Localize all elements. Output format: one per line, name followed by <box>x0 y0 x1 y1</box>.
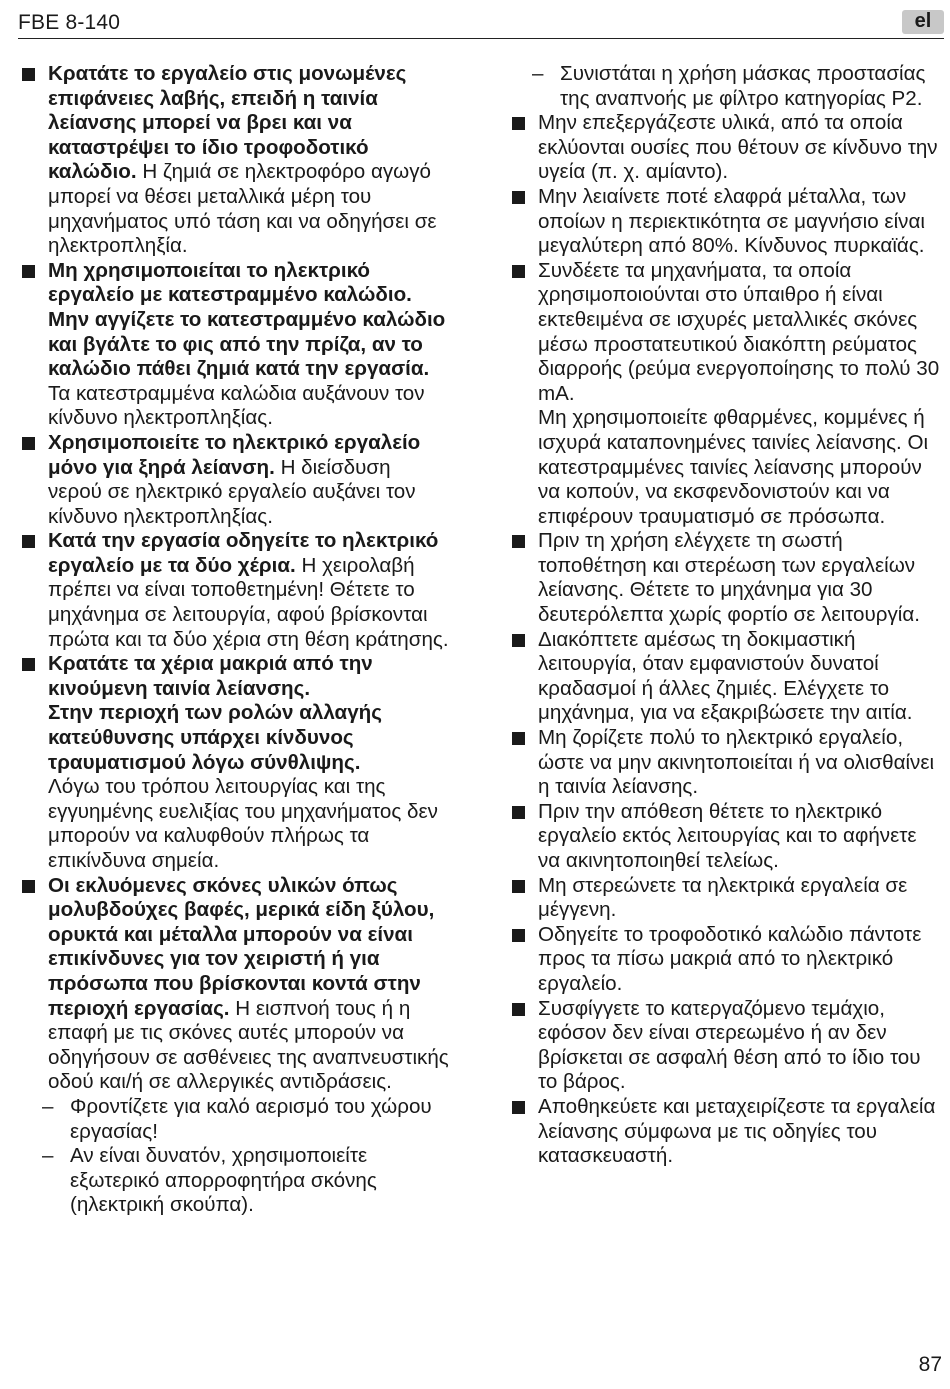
item-text: Μη στερεώνετε τα ηλεκτρικά εργαλεία σε μέγγενη. <box>538 873 908 922</box>
bullet-square-icon <box>22 437 35 450</box>
warning-text: Η εισπνοή τους ή η επαφή με τις σκόνες αυτές μπορούν να οδηγήσουν σε ασθένειες της αναπνευστικής οδού και/ή σε αλλεργικές αντιδράσεις. <box>48 996 449 1094</box>
right-column <box>508 62 944 1169</box>
item-text: Οδηγείτε το τροφοδοτικό καλώδιο πάντοτε προς τα πίσω μακριά από το ηλεκτρικό εργαλείο. <box>538 922 922 995</box>
warning-bold: Χρησιμοποιείτε το ηλεκτρικό εργαλείο μόνο για ξηρά λείανση. <box>48 430 421 479</box>
list-item <box>18 259 450 431</box>
item-text: Πριν την απόθεση θέτετε το ηλεκτρικό εργαλείο εκτός λειτουργίας και το αφήνετε να ακινητοποιηθεί τελείως. <box>538 799 917 872</box>
item-text: Συνδέετε τα μηχανήματα, τα οποία χρησιμοποιούνται στο ύπαιθρο ή είναι εκτεθειμένα σε ισχυρές μεταλλικές σκόνες μέσω προστατευτικού διακόπτη ρεύματος διαρροής (ρεύμα ενεργοποίησης το πολύ 30 mA. <box>538 258 940 405</box>
list-item <box>508 997 944 1095</box>
warning-bold-second: Στην περιοχή των ρολών αλλαγής κατεύθυνσης υπάρχει κίνδυνος τραυματισμού λόγω σύνθλιψης. <box>48 701 382 774</box>
bullet-square-icon <box>22 880 35 893</box>
item-text: Μην λειαίνετε ποτέ ελαφρά μέταλλα, των οποίων η περιεκτικότητα σε μαγνήσιο είναι μεγαλύτερη από 80%. Κίνδυνος πυρκαϊάς. <box>538 184 925 258</box>
bullet-square-icon <box>22 68 35 81</box>
item-text: Διακόπτετε αμέσως τη δοκιμαστική λειτουργία, όταν εμφανιστούν δυνατοί κραδασμοί ή άλλες ζημιές. Ελέγχετε το μηχάνημα, για να εξακριβώσετε την αιτία. <box>538 627 913 725</box>
bullet-square-icon <box>512 535 525 548</box>
bullet-square-icon <box>512 1101 525 1114</box>
item-text: Συσφίγγετε το κατεργαζόμενο τεμάχιο, εφόσον δεν είναι στερεωμένο ή αν δεν βρίσκεται σε ασφαλή θέση από το ίδιο του το βάρος. <box>538 996 921 1094</box>
bullet-square-icon <box>512 191 525 204</box>
sub-item-text: Συνιστάται η χρήση μάσκας προστασίας της αναπνοής με φίλτρο κατηγορίας P2. <box>560 62 926 110</box>
list-item <box>18 431 450 529</box>
bullet-square-icon <box>22 658 35 671</box>
sub-list-item <box>18 1144 450 1218</box>
item-text: Αποθηκεύετε και μεταχειρίζεστε τα εργαλεία λείανσης σύμφωνα με τις οδηγίες του κατασκευαστή. <box>538 1094 936 1168</box>
left-column <box>18 62 450 1218</box>
list-item <box>508 185 944 259</box>
warning-bold: Μη χρησιμοποιείται το ηλεκτρικό εργαλείο με κατεστραμμένο καλώδιο. Μην αγγίζετε το κατεστραμμένο καλώδιο και βγάλτε το φις από την πρίζα, αν το καλώδιο πάθει ζημιά κατά την εργασία. <box>48 258 446 381</box>
list-item <box>508 628 944 726</box>
list-item <box>508 529 944 627</box>
page-header <box>18 8 944 39</box>
list-item <box>18 529 450 652</box>
list-item <box>508 259 944 530</box>
bullet-square-icon <box>512 634 525 647</box>
dash-marker: – <box>42 1144 54 1168</box>
warning-text: Η χειρολαβή πρέπει να είναι τοποθετημένη! Θέτετε το μηχάνημα σε λειτουργία, αφού βρίσκονται πρώτα και τα δύο χέρια στη θέση κράτησης. <box>48 553 449 651</box>
list-item <box>18 62 450 259</box>
item-text-second: Μη χρησιμοποιείτε φθαρμένες, κομμένες ή ισχυρά καταπονημένες ταινίες λείανσης. Οι κατεστραμμένες ταινίες λείανσης μπορούν να κοπούν, να εκσφενδονιστούν και να επιφέρουν τραυματισμό σε πρόσωπα. <box>538 406 929 528</box>
list-item <box>508 923 944 997</box>
bullet-square-icon <box>512 732 525 745</box>
list-item <box>508 874 944 923</box>
list-item <box>18 874 450 1095</box>
warning-text: Η ζημιά σε ηλεκτροφόρο αγωγό μπορεί να θέσει μεταλλικά μέρη του μηχανήματος υπό τάση και να οδηγήσει σε ηλεκτροπληξία. <box>48 160 437 258</box>
dash-marker: – <box>42 1094 54 1118</box>
warning-text: Η διείσδυση νερού σε ηλεκτρικό εργαλείο αυξάνει τον κίνδυνο ηλεκτροπληξίας. <box>48 455 416 528</box>
warning-bold: Κρατάτε το εργαλείο στις μονωμένες επιφάνειες λαβής, επειδή η ταινία λείανσης μπορεί να βρει και να καταστρέψει το ίδιο τροφοδοτικό καλώδιο. <box>48 62 407 184</box>
list-item <box>508 800 944 874</box>
item-text: Μην επεξεργάζεστε υλικά, από τα οποία εκλύονται ουσίες που θέτουν σε κίνδυνο την υγεία (π. χ. αμίαντο). <box>538 111 938 184</box>
dash-marker: – <box>532 62 544 85</box>
list-item <box>508 726 944 800</box>
language-badge: el <box>902 10 944 34</box>
warning-bold: Κατά την εργασία οδηγείτε το ηλεκτρικό εργαλείο με τα δύο χέρια. <box>48 529 439 577</box>
warning-bold: Κρατάτε τα χέρια μακριά από την κινούμενη ταινία λείανσης. <box>48 652 373 700</box>
sub-list-item <box>508 62 944 111</box>
sub-item-text: Φροντίζετε για καλό αερισμό του χώρου εργασίας! <box>70 1094 432 1143</box>
list-item <box>18 652 450 873</box>
bullet-square-icon <box>512 1003 525 1016</box>
model-name: FBE 8-140 <box>18 11 121 34</box>
list-item <box>508 111 944 185</box>
warning-text: Τα κατεστραμμένα καλώδια αυξάνουν τον κίνδυνο ηλεκτροπληξίας. <box>48 381 425 430</box>
list-item <box>508 1095 944 1169</box>
sub-item-text: Αν είναι δυνατόν, χρησιμοποιείτε εξωτερικό απορροφητήρα σκόνης (ηλεκτρική σκούπα). <box>70 1144 377 1217</box>
page-number: 87 <box>918 1353 942 1376</box>
warning-text: Λόγω του τρόπου λειτουργίας και της εγγυημένης ευελιξίας του μηχανήματος δεν μπορούν να καλυφθούν πλήρως τα επικίνδυνα σημεία. <box>48 775 438 872</box>
bullet-square-icon <box>22 265 35 278</box>
bullet-square-icon <box>512 265 525 278</box>
bullet-square-icon <box>22 535 35 548</box>
bullet-square-icon <box>512 117 525 130</box>
sub-list-item <box>18 1095 450 1144</box>
item-text: Μη ζορίζετε πολύ το ηλεκτρικό εργαλείο, ώστε να μην ακινητοποιείται ή να ολισθαίνει η ταινία λείανσης. <box>538 726 935 799</box>
bullet-square-icon <box>512 880 525 893</box>
bullet-square-icon <box>512 929 525 942</box>
bullet-square-icon <box>512 806 525 819</box>
warning-bold: Οι εκλυόμενες σκόνες υλικών όπως μολυβδούχες βαφές, μερικά είδη ξύλου, ορυκτά και μέταλλα μπορούν να είναι επικίνδυνες για τον χειριστή ή για πρόσωπα που βρίσκονται κοντά στην περιοχή εργασίας. <box>48 873 435 1020</box>
item-text: Πριν τη χρήση ελέγχετε τη σωστή τοποθέτηση και στερέωση των εργαλείων λείανσης. Θέτετε το μηχάνημα για 30 δευτερόλεπτα χωρίς φορτίο σε λειτουργία. <box>538 529 920 627</box>
